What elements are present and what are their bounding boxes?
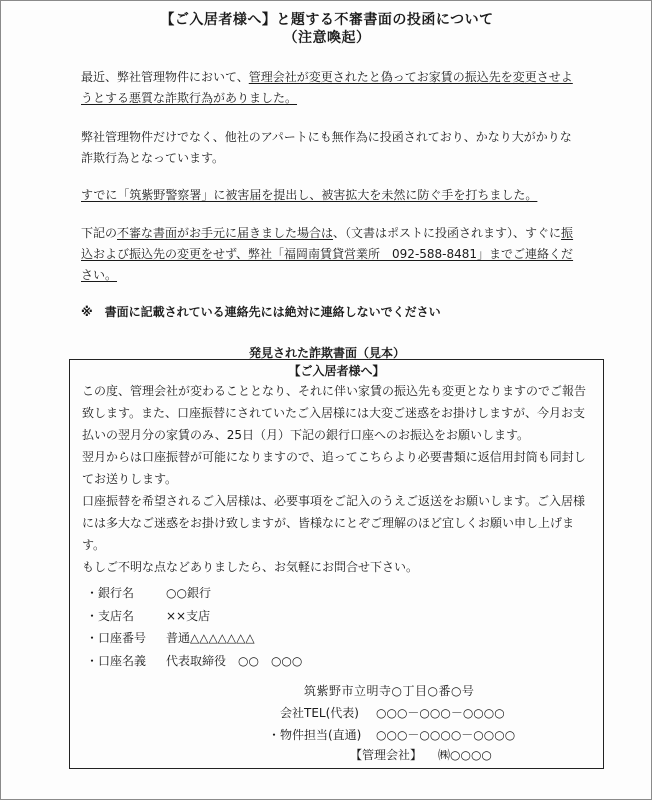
bank-label: ・口座番号 [86, 631, 147, 645]
sample-caption: 発見された詐欺書面（見本） [248, 346, 405, 360]
bank-value: 普通△△△△△△△ [166, 631, 255, 645]
sample-body [82, 380, 594, 578]
sender-company-label: 【管理会社】 [350, 748, 423, 762]
underlined-text: 振込および振込先の変更をせず、弊社「福岡南賃貸営業所 092-588-8481」までご連絡ください。 [81, 226, 574, 282]
sample-paragraph: この度、管理会社が変わることとなり、それに伴い家賃の振込先も変更となりますのでご報告致します。また、口座振替にされていたご入居様には大変ご迷惑をお掛けしますが、今月お支払いの翌月分の家賃のみ、25日（月）下記の銀行口座へのお振込をお願いします。 [82, 384, 587, 442]
bank-value: ××支店 [166, 608, 211, 623]
notice-paragraph-4: 下記の不審な書面がお手元に届きました場合は、（文書はポストに投函されます）、すぐに振込および振込先の変更をせず、弊社「福岡南賃貸営業所 092-588-8481」までご連絡ください。 [81, 226, 574, 282]
bank-row [86, 627, 486, 650]
fraud-sample-box [69, 359, 604, 769]
warning-line: ※ 書面に記載されている連絡先には絶対に連絡しないでください [81, 305, 441, 319]
sender-tel [280, 704, 505, 721]
bank-value: 代表取締役 ○○ ○○○ [166, 653, 303, 668]
bank-row [86, 650, 486, 673]
sender-property [268, 726, 516, 743]
sender-tel-value: ○○○－○○○－○○○○ [376, 706, 505, 720]
underlined-text: 不審な書面がお手元に届きました場合は [117, 226, 334, 240]
bank-row [86, 582, 486, 605]
bank-details [86, 582, 486, 672]
sender-company-value: ㈱○○○○ [438, 748, 492, 762]
bank-value: ○○銀行 [166, 586, 211, 600]
bank-label: ・銀行名 [86, 586, 135, 600]
sample-paragraph: 翌月からは口座振替が可能になりますので、追ってこちらより必要書類に返信用封筒も同封してお送りします。 [82, 450, 586, 486]
sender-property-value: ○○○－○○○○－○○○○ [376, 728, 516, 742]
sender-address: 筑紫野市立明寺○丁目○番○号 [304, 684, 475, 698]
notice-paragraph-3 [81, 185, 581, 206]
sender-tel-label: 会社TEL(代表) [280, 706, 359, 720]
bank-row [86, 605, 486, 628]
notice-paragraph-2: 弊社管理物件だけでなく、他社のアパートにも無作為に投函されており、かなり大がかりな詐欺行為となっています。 [81, 130, 572, 165]
bank-label: ・口座名義 [86, 653, 147, 668]
sender-company [350, 746, 492, 763]
sample-paragraph: 口座振替を希望されるご入居様は、必要事項をご記入のうえご返送をお願いします。ご入居様には多大なご迷惑をお掛け致しますが、皆様なにとぞご理解のほど宜しくお願い申し上げます。 [82, 494, 586, 552]
sample-heading: 【ご入居者様へ】 [288, 364, 385, 378]
notice-subtitle: （注意喚起） [283, 30, 371, 46]
underlined-text: 管理会社が変更されたと偽ってお家賃の振込先を変更させようとする悪質な詐欺行為がありました。 [81, 70, 573, 105]
notice-paragraph-1: 最近、弊社管理物件において、管理会社が変更されたと偽ってお家賃の振込先を変更させようとする悪質な詐欺行為がありました。 [81, 70, 573, 105]
bank-label: ・支店名 [86, 608, 135, 623]
notice-title: 【ご入居者様へ】と題する不審書面の投函について [160, 12, 494, 28]
underlined-text: すでに「筑紫野警察署」に被害届を提出し、被害拡大を未然に防ぐ手を打ちました。 [81, 188, 538, 202]
sender-property-label: ・物件担当(直通) [268, 728, 362, 742]
sample-paragraph: もしご不明な点などありましたら、お気軽にお問合せ下さい。 [82, 560, 419, 574]
